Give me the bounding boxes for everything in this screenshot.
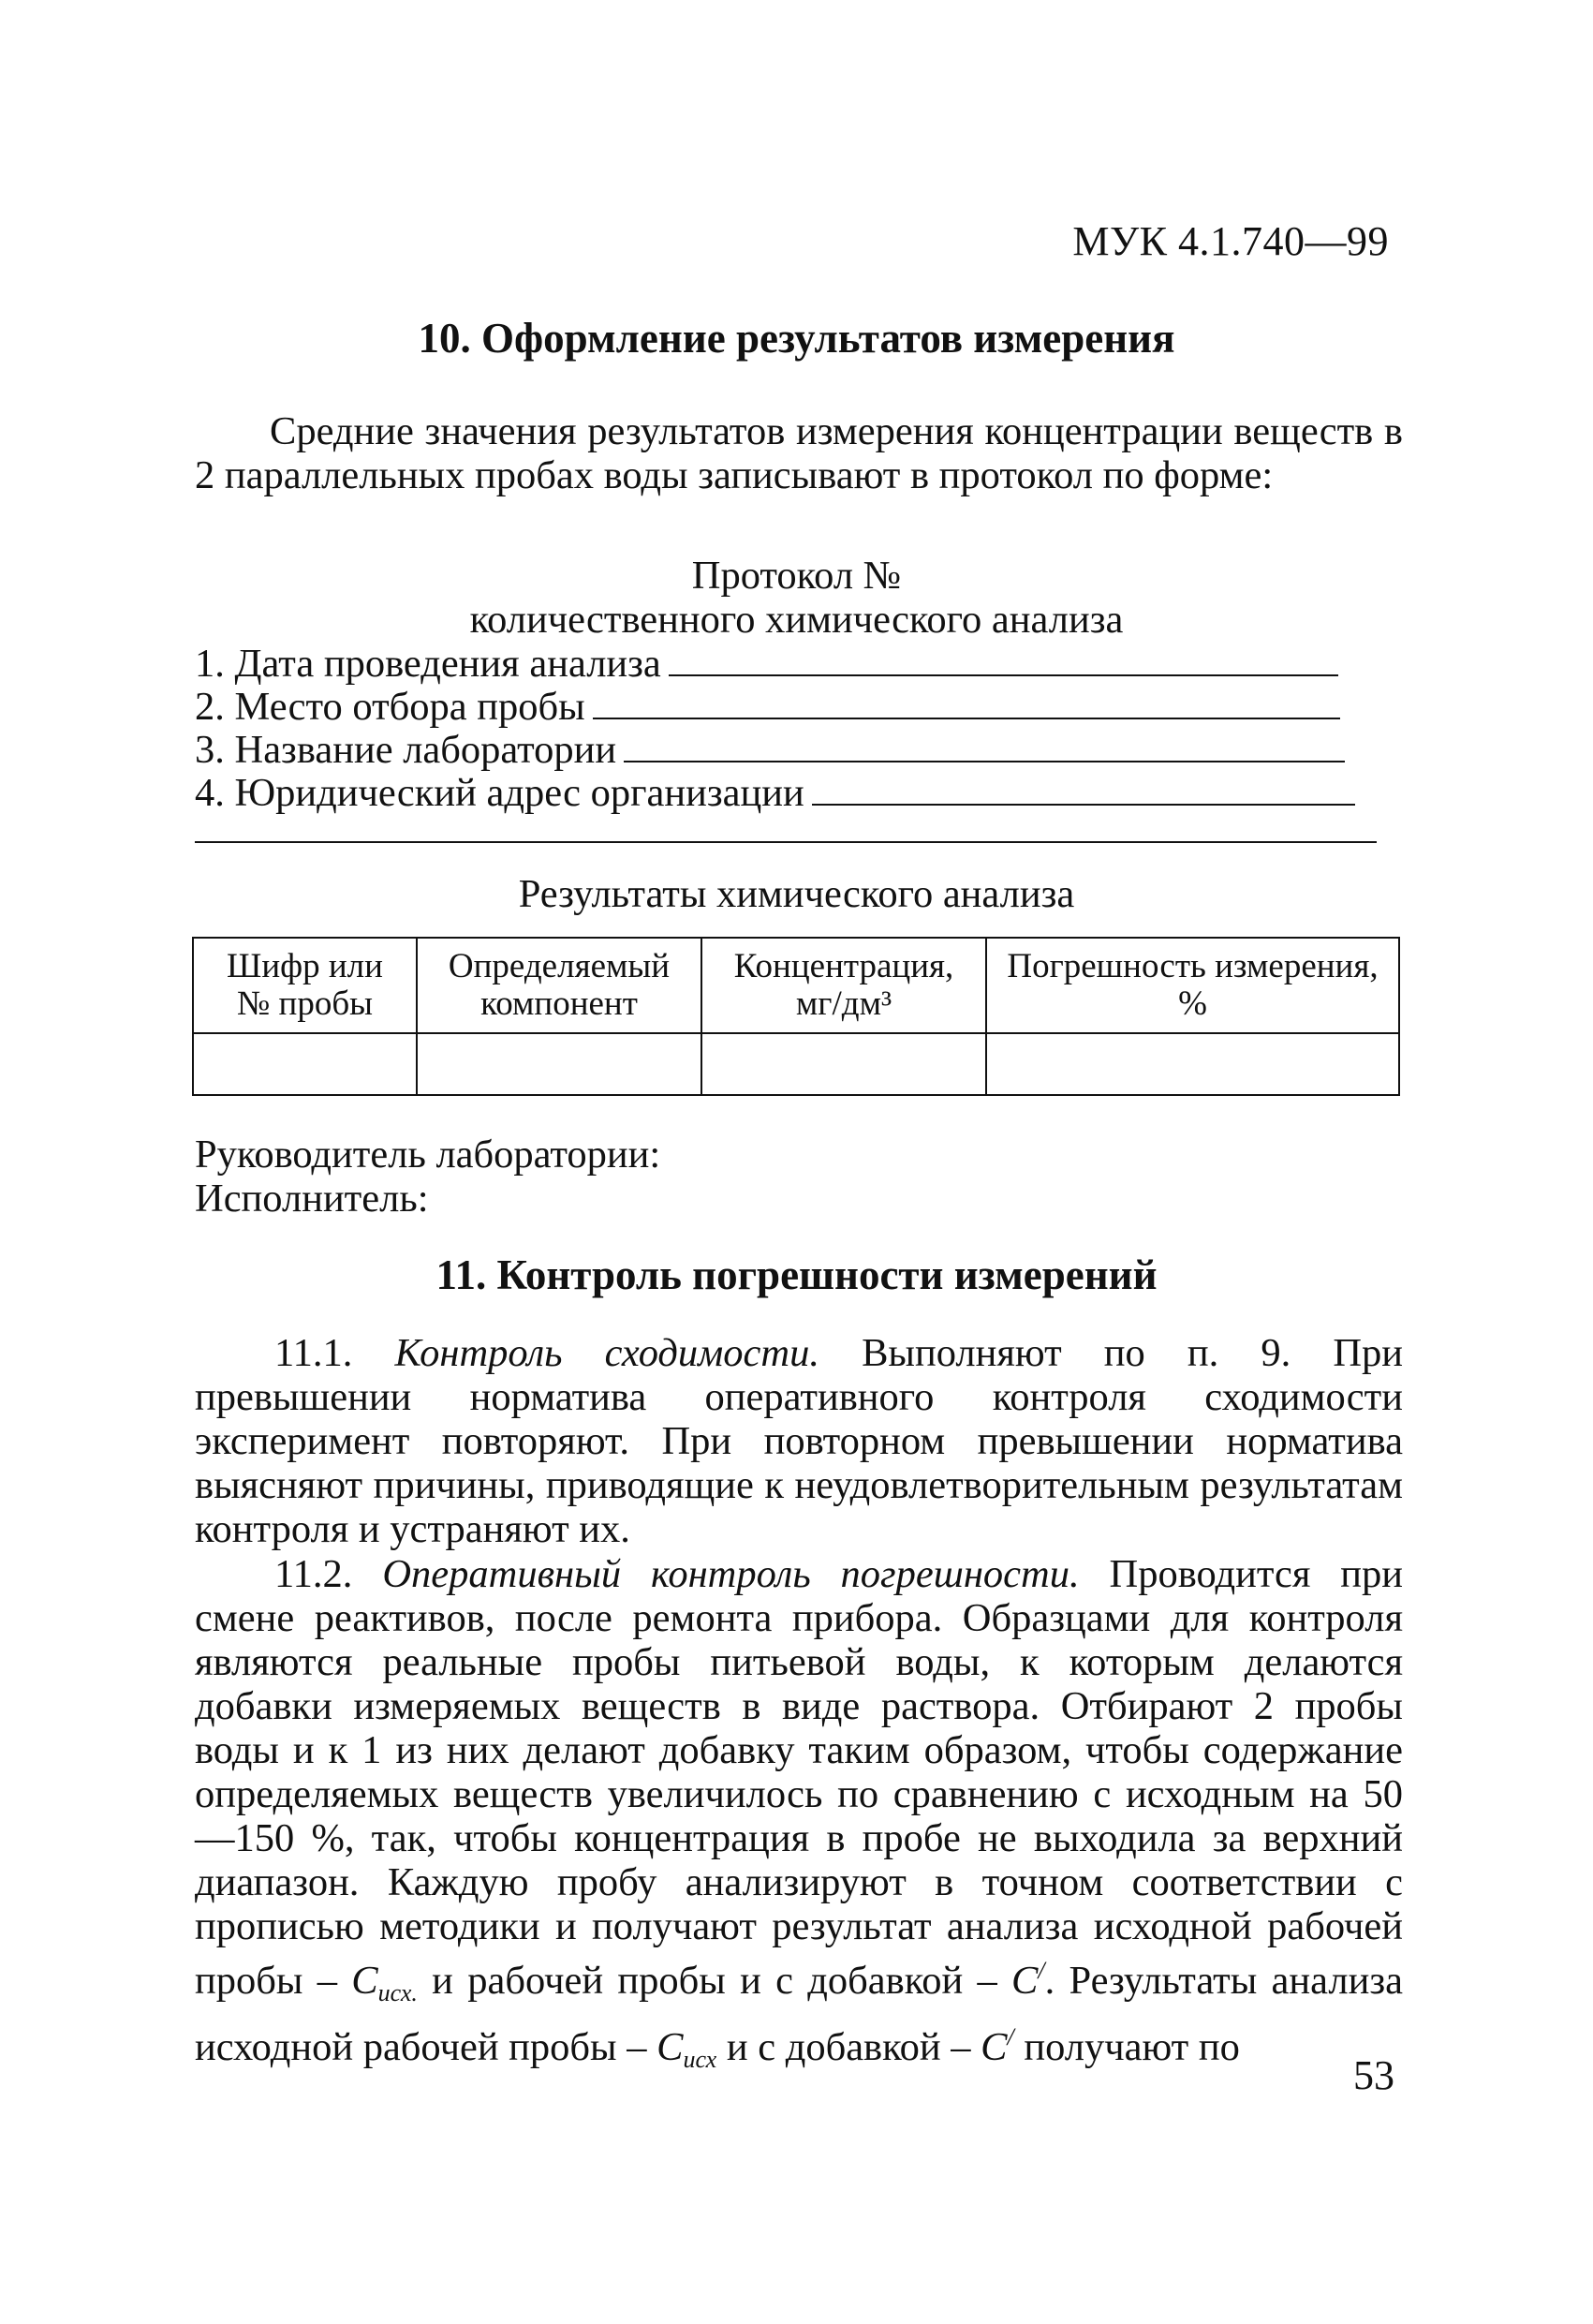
fill-in-line (593, 686, 1340, 719)
column-header-concentration: Концентрация, мг/дм³ (701, 938, 986, 1033)
protocol-field-lab (195, 727, 1345, 770)
fill-in-line (624, 729, 1345, 762)
table-header-row (193, 938, 1399, 1033)
fill-in-line (812, 772, 1355, 806)
protocol-field-label: 2. Место отбора пробы (195, 685, 585, 729)
protocol-field-label: 4. Юридический адрес организации (195, 771, 804, 815)
table-cell (417, 1033, 701, 1095)
protocol-field-address (195, 770, 1355, 813)
protocol-field-label: 1. Дата проведения анализа (195, 642, 661, 686)
section-11-title: 11. Контроль погрешности измерений (435, 1251, 1158, 1298)
signature-head: Руководитель лаборатории: (195, 1132, 661, 1177)
table-cell (193, 1033, 417, 1095)
column-header-component: Определяемый компонент (417, 938, 701, 1033)
protocol-field-date (195, 641, 1338, 684)
paragraph-11-2: 11.2. Оперативный контроль погрешности. Проводится при смене реактивов, после ремонта прибора. Образцами для контроля являются реальные пробы питьевой воды, к которым делаются добавки измеряемых веществ в виде раствора. Отбирают 2 пробы воды и к 1 из них делают добавку таким образом, чтобы содержание определяемых веществ увеличилось по сравнению с исходным на 50—150 %, так, чтобы концентрация в пробе не выходила за верхний диапазон. Каждую пробу анализируют в точном соответствии с прописью методики и получают результат анализа исходной рабочей пробы – $C_{исх.}$ и рабочей пробы и с добавкой – C/. Результаты анализа исходной рабочей пробы – $C_{исх}$ и с добавкой – C/ получают по (195, 1552, 1404, 2073)
results-table (192, 937, 1400, 1096)
paragraph-11-1: 11.1. Контроль сходимости. Выполняют по п. 9. При превышении норматива оперативного контроля сходимости эксперимент повторяют. При повторном превышении норматива выясняют причины, приводящие к неудовлетворительным результатам контроля и устраняют их. (195, 1331, 1404, 1551)
table-cell (986, 1033, 1399, 1095)
protocol-field-place (195, 684, 1340, 727)
fill-in-line (669, 643, 1338, 676)
column-header-error: Погрешность измерения, % (986, 938, 1399, 1033)
protocol-subtitle: количественного химического анализа (469, 598, 1124, 642)
document-code: МУК 4.1.740—99 (1072, 218, 1389, 264)
column-header-sample: Шифр или № пробы (193, 938, 417, 1033)
table-cell (701, 1033, 986, 1095)
protocol-title: Протокол № (691, 554, 902, 598)
section-10-intro: Средние значения результатов измерения концентрации веществ в 2 параллельных пробах воды записывают в протокол по форме: (195, 409, 1403, 497)
signature-executor: Исполнитель: (195, 1177, 429, 1221)
results-title: Результаты химического анализа (518, 872, 1075, 916)
page-number: 53 (1353, 2052, 1394, 2098)
fill-in-line (195, 841, 1377, 843)
protocol-field-label: 3. Название лаборатории (195, 728, 617, 772)
section-10-title: 10. Оформление результатов измерения (418, 315, 1175, 362)
table-row (193, 1033, 1399, 1095)
